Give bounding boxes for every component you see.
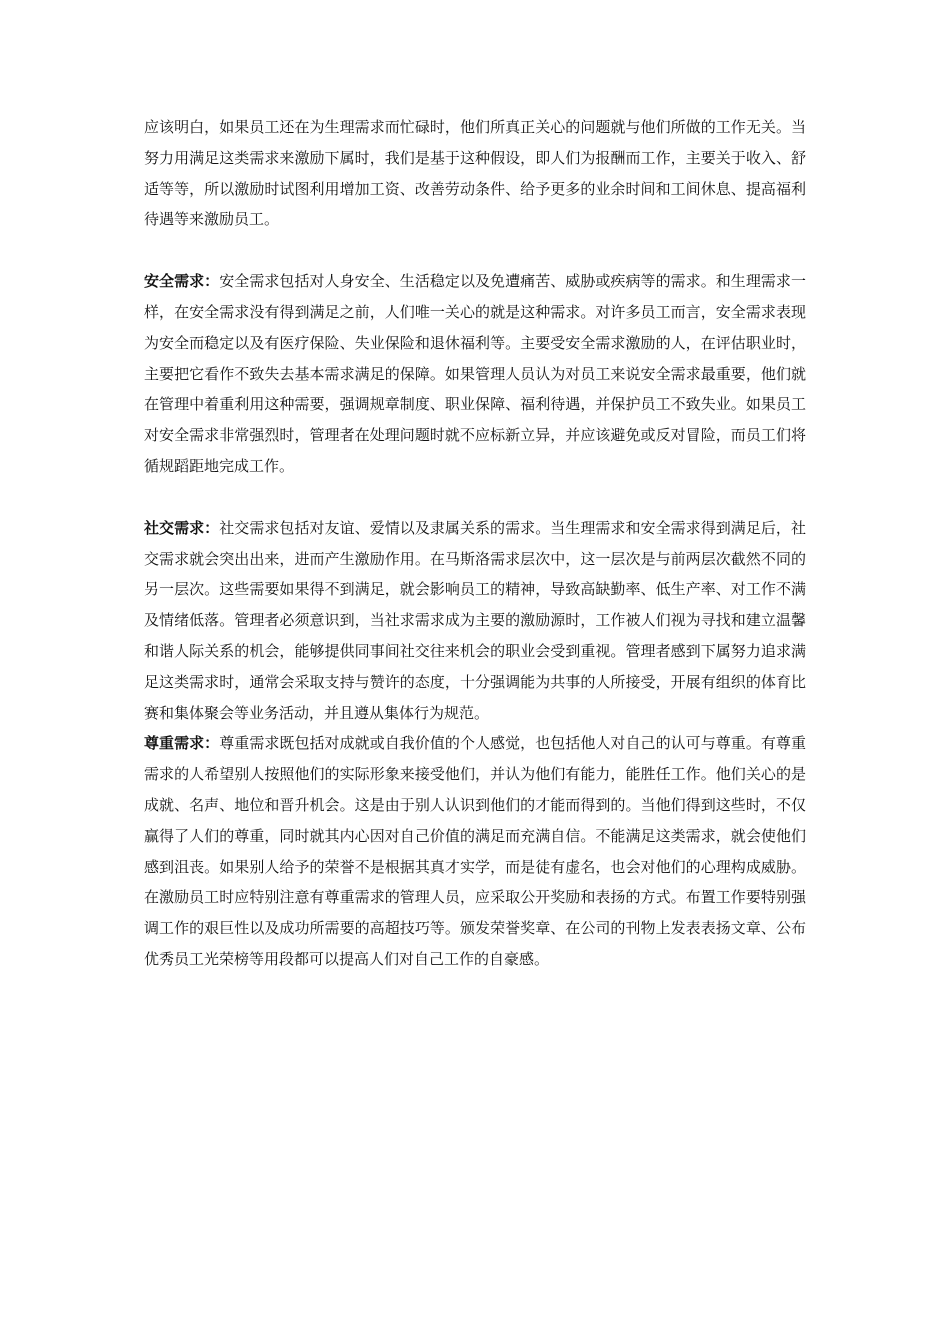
paragraph-safety-needs	[144, 266, 806, 482]
document-page	[144, 112, 806, 975]
paragraph-heading: 安全需求：	[144, 272, 220, 291]
paragraph-text: 社交需求包括对友谊、爱情以及隶属关系的需求。当生理需求和安全需求得到满足后，社交需求就会突出出来，进而产生激励作用。在马斯洛需求层次中，这一层次是与前两层次截然不同的另一层次。这些需要如果得不到满足，就会影响员工的精神，导致高缺勤率、低生产率、对工作不满及情绪低落。管理者必须意识到，当社求需求成为主要的激励源时，工作被人们视为寻找和建立温馨和谐人际关系的机会，能够提供同事间社交往来机会的职业会受到重视。管理者感到下属努力追求满足这类需求时，通常会采取支持与赞许的态度，十分强调能为共事的人所接受，开展有组织的体育比赛和集体聚会等业务活动，并且遵从集体行为规范。	[144, 518, 806, 722]
paragraph-heading: 尊重需求：	[144, 734, 220, 753]
paragraph-text: 安全需求包括对人身安全、生活稳定以及免遭痛苦、威胁或疾病等的需求。和生理需求一样，在安全需求没有得到满足之前，人们唯一关心的就是这种需求。对许多员工而言，安全需求表现为安全而稳定以及有医疗保险、失业保险和退休福利等。主要受安全需求激励的人，在评估职业时，主要把它看作不致失去基本需求满足的保障。如果管理人员认为对员工来说安全需求最重要，他们就在管理中着重利用这种需要，强调规章制度、职业保障、福利待遇，并保护员工不致失业。如果员工对安全需求非常强烈时，管理者在处理问题时就不应标新立异，并应该避免或反对冒险，而员工们将循规蹈距地完成工作。	[144, 272, 806, 475]
paragraph-text: 应该明白，如果员工还在为生理需求而忙碌时，他们所真正关心的问题就与他们所做的工作无关。当努力用满足这类需求来激励下属时，我们是基于这种假设，即人们为报酬而工作，主要关于收入、舒适等等，所以激励时试图利用增加工资、改善劳动条件、给予更多的业余时间和工间休息、提高福利待遇等来激励员工。	[144, 118, 806, 229]
paragraph-heading: 社交需求：	[144, 518, 220, 537]
paragraph-esteem-needs	[144, 728, 806, 974]
paragraph-physiological-continuation	[144, 112, 806, 235]
paragraph-social-needs	[144, 513, 806, 729]
paragraph-text: 尊重需求既包括对成就或自我价值的个人感觉，也包括他人对自己的认可与尊重。有尊重需求的人希望别人按照他们的实际形象来接受他们，并认为他们有能力，能胜任工作。他们关心的是成就、名声、地位和晋升机会。这是由于别人认识到他们的才能而得到的。当他们得到这些时，不仅赢得了人们的尊重，同时就其内心因对自己价值的满足而充满自信。不能满足这类需求，就会使他们感到沮丧。如果别人给予的荣誉不是根据其真才实学，而是徒有虚名，也会对他们的心理构成威胁。在激励员工时应特别注意有尊重需求的管理人员，应采取公开奖励和表扬的方式。布置工作要特别强调工作的艰巨性以及成功所需要的高超技巧等。颁发荣誉奖章、在公司的刊物上发表表扬文章、公布优秀员工光荣榜等用段都可以提高人们对自己工作的自豪感。	[144, 734, 806, 968]
